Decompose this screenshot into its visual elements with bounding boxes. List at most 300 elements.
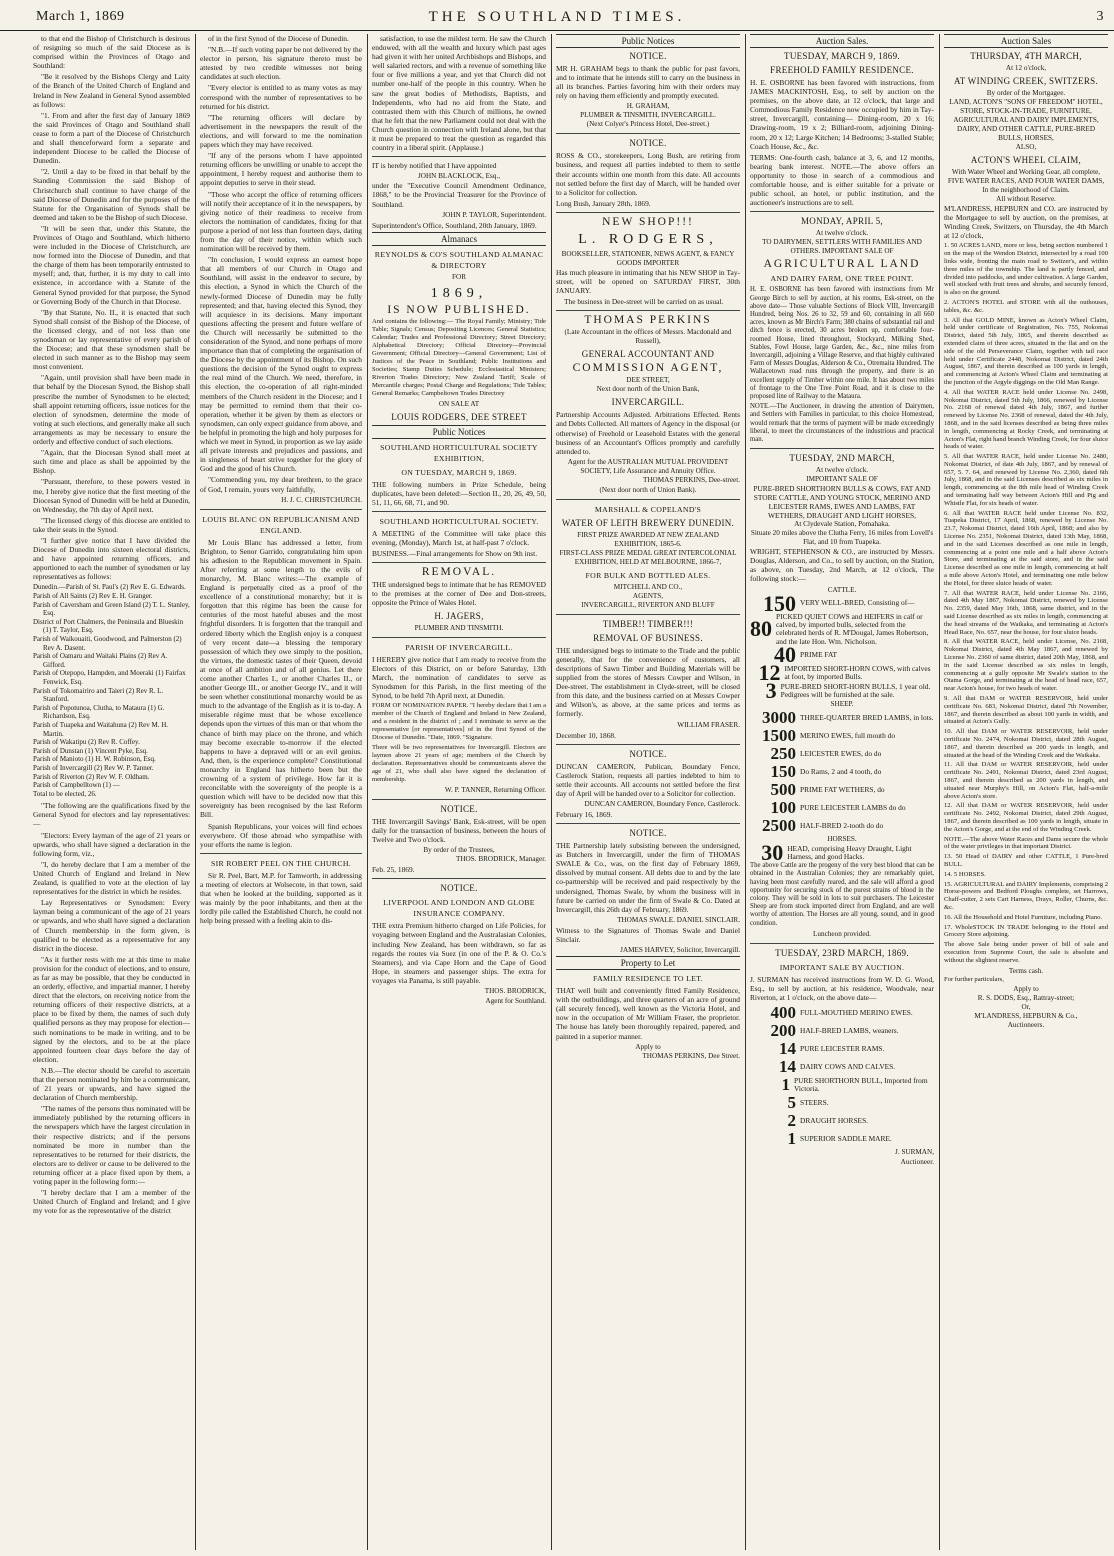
paragraph: "Those who accept the office of returning officers will notify their acceptance of it in the newspapers, by giving notice of their readiness to receive from electors the nomination of candidates, fixing for that purpose a period of not less than fourteen days, dating from the day of their notice, within which such nomination will be received by them. bbox=[200, 189, 362, 254]
stock-quantity: 5 bbox=[787, 1093, 796, 1113]
column-rule bbox=[195, 34, 196, 1550]
stock-lot bbox=[750, 1058, 934, 1076]
stock-quantity: 14 bbox=[779, 1039, 796, 1059]
ad-text: Auctioneers. bbox=[1007, 1021, 1045, 1030]
column-rule bbox=[551, 34, 552, 1550]
newspaper-title: THE SOUTHLAND TIMES. bbox=[428, 9, 686, 25]
signature: THOMAS SWALE. DANIEL SINCLAIR. bbox=[617, 915, 740, 924]
ad-text: FIRST-CLASS PRIZE MEDAL GREAT INTERCOLONIAL EXHIBITION, HELD AT MELBOURNE, 1866-7, bbox=[559, 548, 737, 566]
signature: THOS. BRODRICK, bbox=[484, 987, 546, 996]
notice-text: Partnership Accounts Adjusted. Arbitrations Effected. Rents and Debts Collected. All matters of Agency in the disposal (or otherwise) of Freehold or Leasehold Estates with the general business of an Accountant's Offices promptly and carefully attended to. bbox=[556, 410, 740, 456]
ad-heading: IMPORTANT SALE BY AUCTION. bbox=[779, 962, 905, 972]
notice-date: February 16, 1869. bbox=[556, 810, 613, 819]
paragraph: "Commending you, my dear brethren, to the grace of God, I remain, yours very faithfully, bbox=[200, 475, 362, 494]
ad-text: ALSO, bbox=[1015, 143, 1037, 151]
ad-text: By order of the Mortgagee. bbox=[986, 89, 1066, 97]
divider bbox=[372, 511, 546, 512]
paragraph: "It will be seen that, under this Statute, the Provinces of Otago and Southland, which hitherto were included in the Diocese of Christchurch, are now formed into the Diocese of Dunedin, and that the charge of them has been temporarily entrusted to myself; and, that, further, it is my duty to call into existence, in accordance with a Statute of the General Synod provided for that purpose, the Synod or Governing Body of the Church in that Diocese. bbox=[33, 223, 190, 306]
lot-item: 10. All that DAM or WATER RESERVOIR, held under certificate No. 2474, Nokomai District, dated 28th August, 1867, and therein described as 200 yards in length, and situated at the head of the Winding Creek and the Waikaka. bbox=[944, 728, 1108, 759]
stock-quantity: 200 bbox=[770, 1021, 796, 1041]
stock-quantity: 2 bbox=[787, 1111, 796, 1131]
signature: JOHN P. TAYLOR, Superintendent. bbox=[442, 210, 546, 219]
divider bbox=[200, 853, 362, 854]
stock-quantity: 250 bbox=[770, 744, 796, 764]
district-item: Parish of Wakatipu (2) Rev R. Coffey. bbox=[33, 738, 140, 747]
paragraph: "Again, until provision shall have been made in that behalf by the Diocesan Synod, the Bishop shall prescribe the number of Synodsmen to be elected; shall appoint returning officers, issue notices for the election of synodsmen, determine the mode of voting at such elections, and generally make all such arrangements as may be necessary to ensure the orderly and effective conduct of such elections. bbox=[33, 373, 190, 447]
ad-heading: NOTICE. bbox=[440, 804, 478, 814]
signature: JAMES HARVEY, Solicitor, Invercargill. bbox=[620, 946, 740, 955]
column-1-synod-letter bbox=[30, 34, 193, 1550]
ad-heading: NEW SHOP!!! bbox=[602, 215, 694, 228]
stock-quantity: 100 bbox=[770, 798, 796, 818]
section-header: Almanacs bbox=[372, 232, 546, 246]
section-header: Property to Let bbox=[556, 956, 740, 970]
stock-quantity: 1 bbox=[781, 1075, 791, 1095]
stock-quantity: 2500 bbox=[762, 816, 796, 836]
notice-text: I HEREBY give notice that I am ready to receive from the Electors of this District, on or before Saturday, 13th March, the nomination of candidates to serve as Synodsmen for this Parish, in the first meeting of the Synod, to be held 7th April next, at Dunedin. bbox=[372, 654, 546, 700]
lot-item: 9. All that DAM or WATER RESERVOIR, held under certificate No. 683, Nokomai District, dated 7th November, 1867, and therein described as about 100 yards in width, and situated at Acton's Gully. bbox=[944, 695, 1108, 726]
ad-text: PLUMBER & TINSMITH, INVERCARGILL. bbox=[580, 111, 716, 120]
ad-heading: COMMISSION AGENT, bbox=[572, 362, 724, 375]
stock-lot bbox=[750, 745, 934, 763]
divider bbox=[750, 448, 934, 449]
district-item: Parish of Manioto (1) H. W. Robinson, Esq. bbox=[33, 755, 156, 764]
paragraph: "I, do hereby declare that I am a member of the United Church of England and Ireland in New Zealand, is qualified to vote at the election of lay representatives for the district in which he resides. bbox=[33, 859, 190, 897]
ad-heading: NOTICE. bbox=[629, 51, 667, 61]
notice-text: H. E. OSBORNE has been favored with instructions, from JAMES MACKINTOSH, Esq., to sell by auction on the premises, on the above date, at 12 o'clock, that large and Commodious Family Residence now occupied by him in Tay-street, Invercargill, containing— Dining-room, 20 x 16; Drawing-room, 19 x 2; Billiard-room, adjoining Dining-room, 20 x 12; Large Kitchen; 14 Bedrooms; 3-stalled Stable; Coach House, &c., &c. bbox=[750, 78, 934, 151]
paragraph: "Be it resolved by the Bishops Clergy and Laity of the Branch of the United Church of England and Ireland in New Zealand in General Synod assembled as follows: bbox=[33, 72, 190, 109]
lot-item: 1. 50 ACRES LAND, more or less, being section numbered 1 on the map of the Wendon District, intersected by a road 100 links wide, fronting the main road to Switzer's, and within three miles of the township. The land is partly fenced, and divided into paddocks, and under cultivation. A large Garden, well stocked with fruit trees and shrubs, and securely fenced, is also on the ground. bbox=[944, 242, 1108, 297]
ad-text: FIRST PRIZE AWARDED AT NEW ZEALAND EXHIBITION, 1865-6. bbox=[577, 530, 719, 548]
notice-text: NOTE.—The Auctioneer, in drawing the attention of Dairymen, and Settlers with Families in particular, to this choice Homestead, would remark that the terms of payment will be made exceedingly liberal, to meet the circumstances of the industrious and practical man. bbox=[750, 403, 934, 443]
signature: DUNCAN CAMERON, Boundary Fence, Castlerock. bbox=[584, 800, 740, 808]
ad-heading: MARSHALL & COPELAND'S bbox=[594, 504, 702, 514]
ad-text: DEE STREET, bbox=[626, 376, 670, 385]
notice-text: ROSS & CO., storekeepers, Long Bush, are retiring from business, and request all parties indebted to them to settle their accounts within one month from this date. All accounts not settled before the first day of March, will be handed over to a Solicitor for collection. bbox=[556, 151, 740, 197]
stock-lot bbox=[750, 1040, 934, 1058]
divider bbox=[556, 212, 740, 213]
notice-text: Has much pleasure in intimating that his NEW SHOP in Tay-street, will be opened on SATURDAY FIRST, 30th JANUARY. bbox=[556, 267, 740, 296]
stock-lot bbox=[750, 1022, 934, 1040]
district-item: Parish of Tokomairiro and Taieri (2) Rev R. L. Stanford. bbox=[33, 686, 164, 704]
ad-text: At twelve o'clock. bbox=[815, 229, 869, 238]
ad-text: In the neighborhood of Claim. bbox=[982, 186, 1070, 194]
district-item: Parish of Caversham and Green Island (2) T. L. Stanley, Esq. bbox=[33, 600, 190, 618]
ad-text: All without Reserve. bbox=[996, 195, 1056, 203]
district-item: Parish of Invercargill (2) Rev W. P. Tanner. bbox=[33, 763, 154, 772]
divider bbox=[372, 799, 546, 800]
lot-item: 17. WholeSTOCK IN TRADE belonging to the Hotel and Grocery Store adjoining. bbox=[944, 923, 1108, 939]
ad-heading: ON TUESDAY, MARCH 9, 1869. bbox=[401, 467, 517, 477]
paragraph: "Electors: Every layman of the age of 21 years or upwards, who shall have signed a declaration in the following form, viz., bbox=[33, 830, 190, 858]
stock-quantity: 150 bbox=[763, 590, 796, 616]
paragraph: "1. From and after the first day of January 1869 the said Provinces of Otago and Southland shall cease to form a part of the Diocese of Christchurch and shall thenceforward form a separate and independent Diocese to be called the Diocese of Dunedin. bbox=[33, 110, 190, 166]
paragraph: "I hereby declare that I am a member of the United Church of England and Ireland; and I give my vote for as the representative of the district bbox=[33, 1188, 190, 1216]
ad-heading: PARISH OF INVERCARGILL. bbox=[405, 642, 513, 652]
ad-heading: L. RODGERS, bbox=[578, 231, 718, 247]
ad-text: At twelve o'clock. bbox=[815, 466, 869, 475]
stock-description: PICKED QUIET COWS and HEIFERS in calf or calved, by imported bulls, selected from the celebrated herds of R. M'Dougal, James Robertson, and the late Hon. Wm. Nicholson. bbox=[776, 611, 929, 646]
paragraph: "N.B.—If such voting paper be not delivered by the elector in person, his signature thereto must be attested by two credible witnesses not being candidates at such election. bbox=[200, 45, 362, 82]
stock-description: FULL-MOUTHED MERINO EWES. bbox=[800, 1007, 913, 1017]
paragraph: "By that Statute, No. II., it is enacted that such Synod shall consist of the Bishop of the Diocese, of the licensed clergy, and of not less than one synodsman or lay representative of every parish of the Diocese; and that these synodsmen shall be elected in such manner as to the Bishop may seem most convenient. bbox=[33, 307, 190, 372]
notice-text: THE Partnership lately subsisting between the undersigned, as Butchers in Invercargill, under the firm of THOMAS SWALE & Co., was, on the first day of February 1869, dissolved by mutual consent. All debts due to and by the late co-partnership will be received and paid respectively by the undersigned, Thomas Swale, by whom the business will in future be carried on under the firm of Swale & Co. Dated at Invercargill, this 26th day of February, 1869. bbox=[556, 841, 740, 914]
stock-description: PURE-BRED SHORT-HORN BULLS, 1 year old. Pedigrees will be furnished at the sale. bbox=[780, 681, 931, 700]
stock-lot bbox=[750, 590, 934, 616]
ad-heading: IS NOW PUBLISHED. bbox=[387, 303, 531, 316]
ad-year: 1869, bbox=[430, 285, 488, 301]
signature: Auctioneer. bbox=[900, 1158, 934, 1167]
divider bbox=[372, 156, 546, 157]
stock-lot bbox=[750, 763, 934, 781]
ad-heading: SOUTHLAND HORTICULTURAL SOCIETY. bbox=[379, 516, 539, 526]
stock-description: STEERS. bbox=[800, 1097, 829, 1107]
notice-text: H. E. OSBORNE has been favored with instructions from Mr George Birch to sell by auction, at his rooms, Esk-street, on the above date— Those valuable Sections of Block VIII, Invercargill Hundred, being Nos. 26 to 32, 59 and 60, containing in all 660 acres, known as Mr Birch's Farm; 380 chains of substantial rail and ditch fence is erected, 30 acres broken up, comfortable four-roomed House, lined throughout, Stockyard, Milking Shed, Stables, Fowl House, large Garden, &c., &c., nine miles from Invercargill, adjoining a Village Reserve, and that highly cultivated Farm of Messrs Douglas, Alderson & Co., Otremaita Hundred. The Wallacetown road runs through the property, and there is an excellent supply of Timber within one mile. It has about two miles of frontage to the One Tree Point Road, and it is close to the proposed line of Railway to the Mataura. bbox=[750, 286, 934, 400]
stock-lot bbox=[750, 613, 934, 647]
paragraph: to that end the Bishop of Christchurch is desirous of resigning so much of the said Diocese as is comprised within the Provinces of Otago and Southland: bbox=[33, 34, 190, 71]
stock-lot bbox=[750, 1112, 934, 1130]
paragraph: Sir R. Peel, Bart, M.P. for Tamworth, in addressing a meeting of electors at Wolsecote, in that town, said that when he looked at the building, supported as it was mainly by the poor inhabitants, and then at the lordly pile called the Established Church, he could not help being pressed with a feeling akin to dis- bbox=[200, 870, 362, 926]
ad-text: At 12 o'clock, bbox=[1005, 64, 1047, 72]
stock-lot bbox=[750, 727, 934, 745]
paragraph: Lay Representatives or Synodsmen: Every layman being a communicant of the age of 21 years or upwards, and who shall have signed a declaration of Church membership in the form given, is qualified to be elected as a representative for any district in the diocese. bbox=[33, 898, 190, 953]
signature: H. J. C. CHRISTCHURCH. bbox=[281, 495, 362, 504]
notice-text: THE extra Premium hitherto charged on Life Policies, for voyaging between England and the Australasian Colonies, including New Zealand, has been withdrawn, so far as regards the routes via Suez (in one of the P. & O. Co.'s Steamers), and via Cape Horn and the Cape of Good Hope, in steamers and passenger ships. The extra for voyages via Panama, is still payable. bbox=[372, 921, 546, 985]
divider bbox=[556, 133, 740, 134]
stock-quantity: 80 bbox=[750, 616, 772, 642]
ad-text: M'LANDRESS, HEPBURN & Co., bbox=[974, 1012, 1078, 1021]
ad-text: HORSES. bbox=[827, 835, 857, 844]
district-item: Parish of Dunstan (1) Vincent Pyke, Esq. bbox=[33, 746, 148, 755]
ad-text: Apply to bbox=[635, 1042, 661, 1051]
ad-text: By order of the Trustees, bbox=[423, 846, 495, 855]
section-header: Public Notices bbox=[372, 425, 546, 439]
notice-text: The business in Dee-street will be carried on as usual. bbox=[564, 297, 724, 307]
notice-text: The above Cattle are the progeny of the very best blood that can be obtained in the Australian Colonies; they are remarkably quiet, having been most carefully reared, and the sale will afford a good opportunity for securing stock of the purest strains of blood in the colony. They will be sold in lots to suit purchasers. The Leicester Sheep are from stock imported direct from England, and are well worthy of attention. The Horses are all young, sound, and in good condition. bbox=[750, 862, 934, 927]
notice-date: Long Bush, January 28th, 1869. bbox=[556, 198, 651, 208]
paragraph: Spanish Republicans, your voices will find echoes everywhere. Of those abroad who sympathise with your efforts the name is legion. bbox=[200, 821, 362, 849]
ad-text: CATTLE. bbox=[827, 585, 857, 594]
notice-text: Witness to the Signatures of Thomas Swale and Daniel Sinclair. bbox=[556, 925, 740, 944]
stock-description: DAIRY COWS AND CALVES. bbox=[800, 1061, 896, 1071]
district-list bbox=[33, 583, 190, 798]
ad-text: SHEEP. bbox=[830, 700, 854, 709]
ad-text: (Next Colyer's Princess Hotel, Dee-street.) bbox=[586, 120, 710, 129]
stock-quantity: 3000 bbox=[762, 708, 796, 728]
stock-description: PURE LEICESTER LAMBS do do bbox=[800, 802, 906, 812]
notice-text: IT is hereby notified that I have appointed bbox=[372, 161, 497, 171]
divider bbox=[750, 211, 934, 212]
ad-text: (Next door north of Union Bank). bbox=[599, 485, 697, 494]
stock-description: HEAD, comprising Heavy Draught, Light Harness, and good Hacks. bbox=[787, 843, 912, 862]
ad-heading: MONDAY, APRIL 5, bbox=[801, 216, 883, 227]
ad-text: ON SALE AT bbox=[438, 399, 480, 408]
paragraph: "If any of the persons whom I have appointed returning officers be unwilling or unable to accept the appointment, I hereby request and authorise them to appoint deputies to serve in their stead. bbox=[200, 151, 362, 188]
ad-text: LAND, ACTON'S "SONS OF FREEDOM" HOTEL, STORE, STOCK-IN-TRADE, FURNITURE, AGRICULTURAL AND DAIRY IMPLEMENTS, DAIRY, AND OTHER CATTLE, PURE-BRED BULLS, HORSES, bbox=[949, 98, 1103, 142]
lot-item: 8. All that WATER RACE, held under License, No. 2168, Nokomai District, dated 4th May 1867, and renewed by License No. 2360 of same district, dated 20th May, 1868, and in the said License described as six miles in length, commencing at a gully opposite Mr Swale's station to the Otama Gorge, and terminating at the head of head race, 657, near Acton's house, for two heads of water. bbox=[944, 638, 1108, 693]
signature: Agent for Southland. bbox=[485, 997, 546, 1006]
signature: THOMAS PERKINS, Dee Street. bbox=[642, 1051, 740, 1060]
ad-text: Agent for the AUSTRALIAN MUTUAL PROVIDENT SOCIETY, Life Assurance and Annuity Office. bbox=[567, 457, 729, 475]
paragraph: "As it further rests with me at this time to make provision for the conduct of elections, and to ensure, as far as may be possible, that they be conducted in an orderly, effective, and impartial manner, I hereby direct that the electors, on receiving notice from the returning officers of their respective districts, at a place to be fixed by them, the names of such duly qualified persons as they may propose for election—such nominations to be made in writing, and to be signed by the electors, and to be at the place appointed fourteen clear days before the day of election. bbox=[33, 954, 190, 1064]
ad-text: INVERCARGILL, RIVERTON AND BLUFF bbox=[581, 600, 715, 609]
lot-item: 6. All that WATER RACE held under License No. 832, Tuapeka District, 17 April, 1868, renewed by License No. 23.7, Nokomai District, dated 16th April, 1868; and also by License No. 2351, Nokomai District, dated 13th May, 1868, and in the said Licenses described as one mile in length, commencing at a point one mile and a half above Acton's Store, and terminating at the said store, and in the said License described as one mile in length, commencing at half a mile above Acton's Hotel, and terminating one mile below the Hotel, for three sluice heads of water. bbox=[944, 509, 1108, 587]
column-rule bbox=[367, 34, 368, 1550]
ad-text: FOR bbox=[452, 272, 466, 281]
district-item: Total to be elected, 26. bbox=[33, 789, 97, 798]
stock-lot bbox=[750, 781, 934, 799]
lot-item: NOTE.—The above Water Races and Dams secure the whole of the water privileges in that important District. bbox=[944, 835, 1108, 851]
lot-item: 13. 50 Head of DAIRY and other CATTLE, 1 Pure-bred BULL. bbox=[944, 853, 1108, 868]
ad-heading: NOTICE. bbox=[629, 748, 667, 759]
divider bbox=[556, 823, 740, 824]
notice-text: THE Invercargill Savings' Bank, Esk-street, will be open daily for the transaction of business, between the hours of Twelve and Two o'clock. bbox=[372, 817, 546, 845]
ad-heading: NOTICE. bbox=[629, 138, 667, 149]
signature: W. P. TANNER, Returning Officer. bbox=[444, 786, 546, 794]
ad-text: Next door north of the Union Bank, bbox=[596, 385, 700, 394]
lot-item: 7. All that WATER RACE, held under License No. 2166, dated 4th May 1867, Nokomai District, renewed by License No. 2359, dated May 16th, 1868, same district, and in the said License described as six miles in length, commencing at the head streams of the Waikaka, and terminating at Acton's Head Race, No. 657, near the house, for four sluice heads. bbox=[944, 589, 1108, 636]
ad-heading: GENERAL ACCOUNTANT AND bbox=[581, 349, 715, 360]
paragraph: "The licensed clergy of this diocese are entitled to take their seats in the Synod. bbox=[33, 515, 190, 534]
ad-text: IMPORTANT SALE OF bbox=[806, 475, 878, 484]
ad-text: PLUMBER AND TINSMITH. bbox=[414, 623, 504, 632]
ad-text: FIVE WATER RACES, AND FOUR WATER DAMS, bbox=[947, 177, 1105, 185]
ad-heading: TIMBER!! TIMBER!!! bbox=[602, 618, 694, 629]
notice-text: THE following numbers in Prize Schedule, being duplicates, have been deleted:—Section II., 20, 26, 49, 50, 51, 11, 66, 68, 71, and 90. bbox=[372, 479, 546, 507]
notice-text: For further particulars, bbox=[944, 975, 1004, 983]
notice-text: THE undersigned begs to intimate that he has REMOVED to the premises at the corner of Dee and Don-streets, opposite the Prince of Wales Hotel. bbox=[372, 580, 546, 608]
stock-quantity: 1500 bbox=[762, 726, 796, 746]
stock-quantity: 40 bbox=[774, 642, 796, 668]
issue-date: March 1, 1869 bbox=[36, 9, 125, 24]
ad-heading: TUESDAY, MARCH 9, 1869. bbox=[784, 51, 900, 61]
district-item: Parish of Campbelltown (1) — bbox=[33, 781, 120, 790]
stock-quantity: 3 bbox=[765, 678, 777, 704]
ad-heading: FREEHOLD FAMILY RESIDENCE. bbox=[770, 65, 914, 75]
ad-text: TO DAIRYMEN, SETTLERS WITH FAMILIES AND OTHERS. IMPORTANT SALE OF bbox=[762, 238, 922, 256]
ad-heading: REYNOLDS & CO'S SOUTHLAND ALMANAC & DIRECTORY bbox=[374, 249, 544, 270]
notice-text: under the "Executive Council Amendment Ordinance, 1868," to be the Provincial Treasurer for the Province of Southland. bbox=[372, 181, 546, 209]
stock-description: PRIME FAT WETHERS, do bbox=[800, 784, 885, 794]
stock-lot bbox=[750, 709, 934, 727]
paragraph: "Pursuant, therefore, to these powers vested in me, I hereby give notice that the first meeting of the Diocesan Synod of Dunedin will be held at Dunedin, on Wednesday, the 7th day of April next. bbox=[33, 477, 190, 514]
ad-heading: REMOVAL. bbox=[421, 566, 497, 579]
ad-text: R. S. DODS, Esq., Rattray-street; bbox=[977, 994, 1075, 1003]
paragraph: "2. Until a day to be fixed in that behalf by the Standing Commission the said Bishop of Christchurch shall continue to have charge of the said Diocese of Dunedin and for the purposes of the Statute for the Organisation of Synods shall be deemed and taken to be the Bishop of such Diocese. bbox=[33, 167, 190, 222]
notice-text: THAT well built and conveniently fitted Family Residence, with the outbuildings, and three quarters of an acre of ground (all securely fenced), well known as the Victoria Hotel, and now in the occupation of Mr William Fraser, the proprietor. The house has lately been thoroughly repaired, papered, and painted in a superior manner. bbox=[556, 986, 740, 1041]
stock-quantity: 500 bbox=[770, 780, 796, 800]
article-heading: LOUIS BLANC ON REPUBLICANISM AND ENGLAND. bbox=[202, 514, 360, 535]
ad-text: Terms cash. bbox=[1008, 966, 1044, 975]
paragraph: "Every elector is entitled to as many votes as may correspond with the number of representatives to be returned for his district. bbox=[200, 83, 362, 111]
stock-lot bbox=[750, 817, 934, 835]
column-6-auctions bbox=[941, 34, 1111, 1550]
stock-quantity: 14 bbox=[779, 1057, 796, 1077]
ad-heading: TUESDAY, 23RD MARCH, 1869. bbox=[775, 947, 909, 958]
column-rule bbox=[939, 34, 940, 1550]
divider bbox=[556, 310, 740, 311]
divider bbox=[372, 637, 546, 638]
district-item: Parish of All Saints (2) Rev E. H. Granger. bbox=[33, 592, 153, 601]
signature: J. SURMAN, bbox=[895, 1148, 934, 1157]
paragraph: satisfaction, to use the mildest term. He saw the Church endowed, with all the wealth and luxury which past ages had given it with her united Archbishops and Bishops, and well salaried rectors, and with a revenue of something like four or five millions a year, and yet that Church did not number one-half of the people in this country. When he saw the great bodies of Methodists, Baptists, and Independents, who had no aid from the State, and contrasted them with this Church of millions, he owned that he felt that the new Parliament could not deal with the Church question in connection with Ireland alone, but that it must be prepared to treat the question as regarded this country in a liberal spirit. (Applause.) bbox=[372, 34, 546, 153]
notice-date: Feb. 25, 1869. bbox=[372, 865, 415, 875]
ad-heading: AND DAIRY FARM, ONE TREE POINT. bbox=[770, 274, 914, 284]
ad-text: MITCHELL AND CO., bbox=[613, 582, 683, 591]
paragraph: "The following are the qualifications fixed by the General Synod for electors and lay representatives:— bbox=[33, 801, 190, 829]
signature: THOS. BRODRICK, Manager. bbox=[455, 855, 546, 864]
stock-description: SUPERIOR SADDLE MARE. bbox=[800, 1133, 892, 1143]
stock-lot bbox=[750, 1076, 934, 1094]
ad-heading: NOTICE. bbox=[629, 828, 667, 839]
lot-item: 3. All that GOLD MINE, known as Acton's Wheel Claim, held under certificate of Registration, No. 755, Nokomai District, dated 5th July, 1865, and therein described as extended claim of three acres, situated in the flat and on the side of the old Perseverance Claim, together with tail race held under Certificate 2448, Nokomai District, dated 24th August, 1867, and therein described as 100 yards in length, and commencing at Acton's Wheel Claim and terminating at the junction of the Argyle diggings on the Old Man Range. bbox=[944, 316, 1108, 386]
notice-text: FORM OF NOMINATION PAPER. "I hereby declare that I am a member of the Church of England and Ireland in New Zealand, and a resident in the district of ; and I nominate to serve as the representative [or representatives] of in the first Synod of the Diocese of Dunedin. "Date, 1869. "Signature. bbox=[372, 702, 546, 741]
stock-quantity: 12 bbox=[758, 660, 781, 686]
paragraph: "Again, that the Diocesan Synod shall meet at such time and place as shall be appointed by the Bishop. bbox=[33, 448, 190, 476]
notice-date: Superintendent's Office, Southland, 20th January, 1869. bbox=[372, 220, 537, 230]
notice-text: TERMS: One-fourth cash, balance at 3, 6, and 12 months, bearing bank interest. NOTE.—The above offers an opportunity to those in search of a commodious and comfortable house, and is either suitable for a private or public school, an hotel, or public institution, and the auctioneer's instructions are to sell. bbox=[750, 152, 934, 208]
stock-quantity: 1 bbox=[787, 1129, 796, 1149]
notice-text: WRIGHT, STEPHENSON & CO., are instructed by Messrs. Douglas, Alderson, and Co., to sell by auction, on the Station, as above, on Tuesday, 2nd March, at 12 o'clock, The following stock:— bbox=[750, 547, 934, 584]
ad-text: (Late Accountant in the offices of Messrs. Macdonald and Russell), bbox=[564, 328, 732, 346]
ad-heading: SOUTHLAND HORTICULTURAL SOCIETY EXHIBITION, bbox=[380, 442, 538, 463]
section-header: Auction Sales. bbox=[750, 34, 934, 48]
ad-heading: ACTON'S WHEEL CLAIM, bbox=[970, 155, 1082, 165]
stock-lot bbox=[750, 660, 934, 686]
ad-heading: WATER OF LEITH BREWERY DUNEDIN. bbox=[561, 517, 735, 528]
stock-description: PURE LEICESTER RAMS. bbox=[800, 1043, 885, 1053]
ad-contents: And contains the following:— The Royal Family; Ministry; Tide Table; Signals; Census; Depositing Licences; General Statistics; Calendar; Trades and Professional Directory; Street Directory; Alphabetical Directory; Official Directory—Provincial Government; Official Directory—General Government; List of Justices of the Peace in Southland; Public Institutions and Societies; Stamp Duties Schedule; Ecclesiastical Ministers; Riverton Trades Directory; New Zealand Tariff; Scale of Mercantile charges; Postal Charge and Regulations; Tide Tables; General Remarks; Campbeltown Trades Directory bbox=[372, 317, 546, 397]
notice-name: JOHN BLACKLOCK, Esq., bbox=[417, 172, 501, 181]
district-item: Parish of Otepopo, Hampden, and Moeraki (1) Fairfax Fenwick, Esq. bbox=[33, 669, 186, 686]
ad-text: Or, bbox=[1021, 1003, 1031, 1012]
lot-item: 15. AGRICULTURAL and DAIRY Implements, comprising 2 Horse-powers and Bedford Ploughs complete, set Harrows, Chaff-cutter, 2 sets Cart Harness, Drays, Roller, Churns, &c. &c. bbox=[944, 880, 1108, 911]
district-item: Parish of Popotunoa, Clutha, to Mataura (1) G. Richardson, Esq. bbox=[33, 703, 165, 721]
ad-heading: LIVERPOOL AND LONDON AND GLOBE INSURANCE COMPANY. bbox=[383, 898, 535, 919]
section-header: Auction Sales bbox=[944, 34, 1108, 48]
ad-text: PURE-BRED SHORTHORN BULLS & COWS, FAT AND STORE CATTLE, AND YOUNG STOCK, MERINO AND LEICESTER RAMS, EWES AND LAMBS, FAT WETHERS, DRAUGHT AND LIGHT HORSES, bbox=[753, 484, 931, 521]
ad-heading: AGRICULTURAL LAND bbox=[763, 258, 921, 271]
notice-text: A MEETING of the Committee will take place this evening, (Monday), March 1st, at half-past 7 o'clock. bbox=[372, 528, 546, 548]
ad-text: BOOKSELLER, STATIONER, NEWS AGENT, & FANCY GOODS IMPORTER bbox=[561, 249, 735, 267]
divider bbox=[372, 562, 546, 563]
notice-text: The above Sale being under power of bill of sale and execution from Supreme Court, the sale is absolute and without the slightest reserve. bbox=[944, 941, 1108, 964]
paragraph: "The returning officers will declare by advertisement in the newspapers the result of the elections, and will forward to me the nomination papers which they may have received. bbox=[200, 112, 362, 150]
ad-text: Apply to bbox=[1013, 985, 1039, 994]
ad-text: H. GRAHAM, bbox=[626, 102, 670, 111]
lot-item: 12. All that DAM or WATER RESERVOIR, held under certificate No. 2492, Nokomai District, dated 29th August, 1867, and therein described as 100 yards in length, situate in the Acton's Gorge, and at the end of the Winding Creek. bbox=[944, 802, 1108, 833]
section-header: Public Notices bbox=[556, 34, 740, 48]
stock-lot bbox=[750, 1004, 934, 1022]
column-3-notices bbox=[369, 34, 549, 1550]
stock-lot bbox=[750, 799, 934, 817]
notice-text: THE undersigned begs to intimate to the Trade and the public generally, that for the convenience of customers, all descriptions of Sawn Timber and Building Materials will be supplied from the stores of Messrs Cowper and Wilson, in Dee-street. The establishment in Clyde-street, will be closed from this date, and the business carried on at Messrs Cowper and Wilson's, as above, at the same prices and terms as formerly. bbox=[556, 645, 740, 719]
stock-description: VERY WELL-BRED, Consisting of— bbox=[800, 598, 915, 608]
notice-text: M'LANDRESS, HEPBURN and CO. are instructed by the Mortgagee to sell by auction, on the premises, at Winding Creek, Switzers, on Thursday, the 4th March at 12 o'clock, bbox=[944, 204, 1108, 241]
paragraph: Mr Louis Blanc has addressed a letter, from Brighton, to Senor Garrido, congratulating him upon his adhesion to the Republican movement in Spain. After referring at some length to the evils of monarchy, M. Blanc writes:—The example of England is perpetually cited as a proof of the excellence of a constitutional monarchy; but it is forgotten that this régime has been the cause for centuries of the most hateful abuses and the most frightful disorders. It is forgotten that the tranquil and ordered liberty which the English enjoy is a conquest of very recent date—a blessing the temporary possession of which they owe simply to the position, the virtues, the domestic tastes of their Queen, devoid at once of all ambition and of all genius. Let there come another Charles I., or another Charles II., or another George III., or another George IV., and it will be seen whether constitutional monarchy would be as much to the advantage of the English as it is to-day. A miserable régime must that be whose excellence depends upon the virtues of this man or that whom the chance of birth may place on the throne, and which may become execrable to-morrow if the elected happens to have a depraved will or an evil genius. And, then, is the experience complete? Constitutional monarchy in England has hitherto been but the crowning of a system of privilege. How far it is reconcilable with the sovereignty of the people is a question which will have to be decided now that this sovereignty has been recognised by the last Reform Bill. bbox=[200, 537, 362, 820]
lot-item: 11. All that DAM or WATER RESERVOIR, held under certificate No. 2491, Nokomai District, dated 23rd August, 1867, and therein described as 200 yards in length, and situated near Murphy's Hill, on Acton's Flat, half-a-mile above Acton's store. bbox=[944, 761, 1108, 800]
notice-date: December 10, 1868. bbox=[556, 730, 616, 740]
lot-item: 2. ACTON'S HOTEL and STORE with all the outhouses, tables, &c. &c. bbox=[944, 298, 1108, 314]
stock-quantity: 30 bbox=[761, 840, 784, 866]
lot-item: 5. All that WATER RACE, held under License No. 2480, Nokomai District, of date 4th July, 1867, and by renewal of 657, 5. 7. 64, and renewed by License No. 2,360, dated 6th July, 1868, and in the said Licenses described as six miles in length, commencing at the 8th mile head of Winding Creek and terminating half way between Acton's Hill and Pig and Whistle Flat, for six heads of water. bbox=[944, 453, 1108, 507]
ad-heading: NOTICE. bbox=[440, 883, 478, 894]
ad-text: AGENTS, bbox=[632, 591, 664, 600]
divider bbox=[556, 744, 740, 745]
paragraph: "The names of the persons thus nominated will be immediately published by the returning officers in the newspapers which have the largest circulation in their respective districts; and if the persons nominated be more in number than the representatives to be returned for their districts, the electors are to deliver or cause to be delivered to the returning officer at a place fixed upon by them, a voting paper in the following form:— bbox=[33, 1104, 190, 1187]
stock-description: PURE SHORTHORN BULL, Imported from Victoria. bbox=[794, 1075, 928, 1094]
divider bbox=[200, 509, 362, 510]
ad-heading: TUESDAY, 2ND MARCH, bbox=[789, 453, 895, 464]
paragraph: N.B.—The elector should be careful to ascertain that the person nominated by him be a communicant, of 21 years or upwards, and have signed the declaration of Church membership. bbox=[33, 1065, 191, 1103]
district-item: Parish of Waikouaiti, Goodwood, and Palmerston (2) Rev A. Dasent. bbox=[33, 635, 182, 652]
masthead bbox=[0, 0, 1114, 31]
stock-description: Do Rams, 2 and 4 tooth, do bbox=[800, 766, 882, 776]
signature: WILLIAM FRASER. bbox=[677, 720, 740, 729]
ad-heading: FAMILY RESIDENCE TO LET. bbox=[593, 974, 703, 984]
district-item: Parish of Oamaru and Waitaki Plains (2) Rev A. Gifford. bbox=[33, 652, 168, 669]
lot-item: 16. All the Household and Hotel Furniture, including Piano. bbox=[944, 913, 1103, 921]
lot-item: 4. All that WATER RACE held under License No. 2498, Nokomai District, dated 5th July, 1866, renewed by License No. 2168 of renewal dated 4th July, 1867, and further renewed by License No. 2368 of renewal, dated the 4th July, 1868, and in the said licenses described as being three miles in length, commencing at Rocky Creek, and terminating at Acton's Flat, right hand branch Winding Creek, for four sluice heads of water. bbox=[944, 388, 1108, 451]
page-number: 3 bbox=[1096, 9, 1104, 24]
ad-heading: THURSDAY, 4TH MARCH, bbox=[970, 51, 1082, 61]
district-item: Parish of Riverton (2) Rev W. F. Oldham. bbox=[33, 772, 150, 781]
divider bbox=[750, 943, 934, 944]
ad-heading: H. JAGERS, bbox=[434, 610, 484, 621]
ad-text: Luncheon provided. bbox=[813, 929, 871, 938]
stock-description: THREE-QUARTER BRED LAMBS, in lots. bbox=[800, 712, 934, 722]
stock-quantity: 150 bbox=[770, 762, 796, 782]
ad-heading: AT WINDING CREEK, SWITZERS. bbox=[953, 76, 1098, 86]
stock-quantity: 400 bbox=[770, 1003, 796, 1023]
stock-description: MERINO EWES, full mouth do bbox=[800, 730, 896, 740]
district-item: District of Port Chalmers, the Peninsula and Blueskin (1) T. Taylor, Esq. bbox=[33, 617, 184, 635]
ad-heading: LOUIS RODGERS, DEE STREET bbox=[391, 411, 527, 422]
stock-description: LEICESTER EWES, do do bbox=[800, 748, 882, 758]
paragraph: of in the first Synod of the Diocese of Dunedin. bbox=[208, 34, 349, 43]
district-item: Parish of Tuapeka and Waitahuna (2) Rev M. H. Martin. bbox=[33, 720, 169, 738]
paragraph: "I further give notice that I have divided the Diocese of Dunedin into sixteen electoral districts, and have appointed returning officers, and apportioned to each the number of synodsmen or lay representatives as follows: bbox=[33, 535, 190, 582]
stock-lot bbox=[750, 840, 934, 866]
paragraph: "In conclusion, I would express an earnest hope that all members of our Church in Otago and Southland, will assist in the endeavor to secure, by this election, a Synod in which the Church of the newly-formed Diocese of Dunedin may be fully represented; and that, having elected this Synod, they will acquiesce in its decisions. Many important questions affecting the present and future welfare of the Church will necessarily be submitted to the consideration of the Synod, and none perhaps of more importance than that of completing the organisation of the Diocese by the appointment of its Bishop. On such questions the decision of the Synod ought to express the real mind of the Church. We need, therefore, in this election, the co-operation of all right-minded members of the Church resident in the Diocese; and I may be permitted to remind them that their co-operation, whether it be given by them as electors or synodsmen, can only expect guidance from above, and be helpful in promoting the high and holy purposes for which we meet in Synod, in proportion as we lay aside all private interests and prejudices and passions, and in singleness of heart strive together for the glory of God and the good of his Church. bbox=[200, 255, 362, 474]
ad-heading: FOR BULK AND BOTTLED ALES. bbox=[585, 570, 711, 580]
column-2-letters bbox=[197, 34, 365, 1550]
lot-item: 14. 5 HORSES. bbox=[944, 870, 986, 878]
column-rule bbox=[745, 34, 746, 1550]
notice-text: MR H. GRAHAM begs to thank the public for past favors, and to intimate that he intends still to carry on the business in all its branches. Parties favoring him with their orders may rely on having them efficiently and promptly executed. bbox=[556, 64, 740, 101]
divider bbox=[556, 499, 740, 500]
stock-lot bbox=[750, 1130, 934, 1148]
column-5-auctions bbox=[747, 34, 937, 1550]
ad-heading: INVERCARGILL. bbox=[611, 397, 685, 408]
signature: THOMAS PERKINS, Dee-street. bbox=[642, 475, 740, 484]
notice-text: DUNCAN CAMERON, Publican, Boundary Fence, Castlerock Station, requests all parties indebted to him to settle their accounts. All accounts not settled before the first day of April will be handed over to a Solicitor for collection. bbox=[556, 761, 740, 798]
notice-text: J. SURMAN has received instructions from W. D. G. Wood, Esq., to sell by auction, at his residence, Woodvale, near Riverton, at 1 o'clock, on the above date— bbox=[750, 974, 934, 1002]
stock-description: HALF-BRED LAMBS, weaners. bbox=[800, 1025, 899, 1035]
stock-lot bbox=[750, 1094, 934, 1112]
notice-text: There will be two representatives for Invercargill. Electors are laymen above 21 years of age; members of the Church by declaration. Representatives should be communicants above the age of 21, who shall also have signed the declaration of membership. bbox=[372, 744, 546, 783]
column-4-notices bbox=[553, 34, 743, 1550]
ad-heading: THOMAS PERKINS bbox=[584, 314, 712, 327]
stock-description: PRIME FAT bbox=[800, 649, 838, 659]
district-item: Dunedin.—Parish of St. Paul's (2) Rev E. G. Edwards. bbox=[33, 583, 186, 592]
stock-description: DRAUGHT HORSES. bbox=[800, 1115, 869, 1125]
notice-text: BUSINESS.—Final arrangements for Show on 9th inst. bbox=[372, 549, 538, 559]
divider bbox=[556, 614, 740, 615]
article-heading: SIR ROBERT PEEL ON THE CHURCH. bbox=[210, 858, 352, 868]
divider bbox=[372, 878, 546, 879]
ad-heading: REMOVAL OF BUSINESS. bbox=[593, 632, 703, 643]
